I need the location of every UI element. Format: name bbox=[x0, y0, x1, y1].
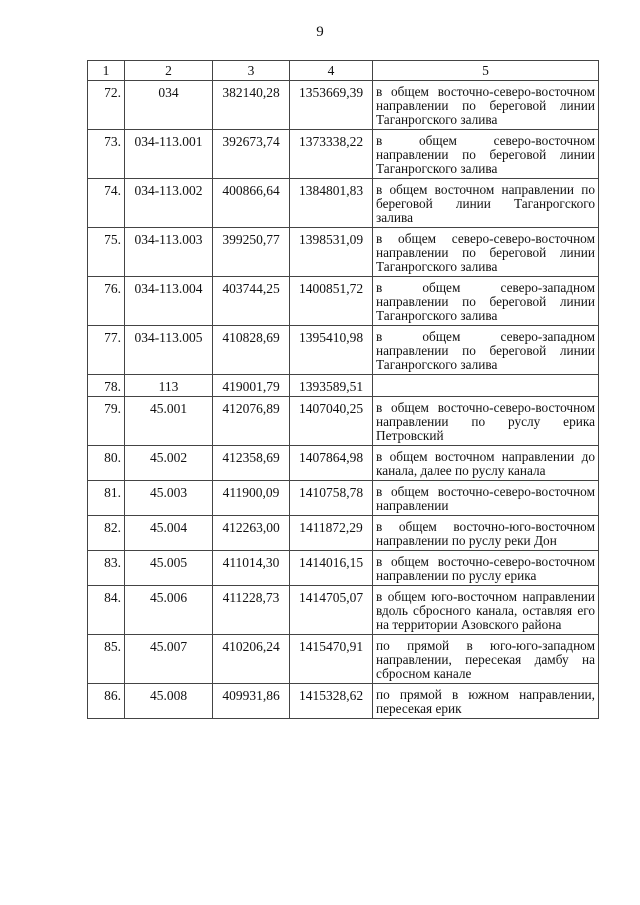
direction-description: в общем восточном направлении по береговой линии Таганрогского залива bbox=[373, 179, 599, 228]
point-id: 034 bbox=[125, 81, 213, 130]
direction-description: в общем северо-западном направлении по береговой линии Таганрогского залива bbox=[373, 326, 599, 375]
point-id: 45.005 bbox=[125, 551, 213, 586]
table-row bbox=[88, 684, 599, 719]
point-id: 113 bbox=[125, 375, 213, 397]
point-id: 45.004 bbox=[125, 516, 213, 551]
direction-description: в общем северо-западном направлении по береговой линии Таганрогского залива bbox=[373, 277, 599, 326]
row-number: 76. bbox=[88, 277, 125, 326]
table-row bbox=[88, 635, 599, 684]
boundary-coordinates-table bbox=[87, 60, 599, 719]
row-number: 85. bbox=[88, 635, 125, 684]
x-coordinate: 419001,79 bbox=[213, 375, 290, 397]
x-coordinate: 410206,24 bbox=[213, 635, 290, 684]
direction-description: в общем северо-северо-восточном направлении по береговой линии Таганрогского залива bbox=[373, 228, 599, 277]
row-number: 84. bbox=[88, 586, 125, 635]
x-coordinate: 409931,86 bbox=[213, 684, 290, 719]
x-coordinate: 411014,30 bbox=[213, 551, 290, 586]
x-coordinate: 412358,69 bbox=[213, 446, 290, 481]
y-coordinate: 1395410,98 bbox=[290, 326, 373, 375]
y-coordinate: 1415328,62 bbox=[290, 684, 373, 719]
y-coordinate: 1410758,78 bbox=[290, 481, 373, 516]
header-row bbox=[88, 61, 599, 81]
row-number: 81. bbox=[88, 481, 125, 516]
point-id: 034-113.002 bbox=[125, 179, 213, 228]
table-row bbox=[88, 481, 599, 516]
x-coordinate: 412076,89 bbox=[213, 397, 290, 446]
y-coordinate: 1411872,29 bbox=[290, 516, 373, 551]
x-coordinate: 392673,74 bbox=[213, 130, 290, 179]
table-row bbox=[88, 130, 599, 179]
row-number: 73. bbox=[88, 130, 125, 179]
direction-description: в общем восточно-северо-восточном направлении по руслу ерика Петровский bbox=[373, 397, 599, 446]
table-row bbox=[88, 586, 599, 635]
point-id: 45.003 bbox=[125, 481, 213, 516]
x-coordinate: 399250,77 bbox=[213, 228, 290, 277]
direction-description: в общем восточно-северо-восточном направлении по береговой линии Таганрогского залива bbox=[373, 81, 599, 130]
row-number: 82. bbox=[88, 516, 125, 551]
row-number: 78. bbox=[88, 375, 125, 397]
table-row bbox=[88, 375, 599, 397]
x-coordinate: 403744,25 bbox=[213, 277, 290, 326]
y-coordinate: 1393589,51 bbox=[290, 375, 373, 397]
direction-description bbox=[373, 375, 599, 397]
table-row bbox=[88, 277, 599, 326]
y-coordinate: 1384801,83 bbox=[290, 179, 373, 228]
point-id: 45.007 bbox=[125, 635, 213, 684]
table-row bbox=[88, 516, 599, 551]
row-number: 80. bbox=[88, 446, 125, 481]
header-col-4: 4 bbox=[290, 61, 373, 81]
point-id: 45.001 bbox=[125, 397, 213, 446]
point-id: 034-113.001 bbox=[125, 130, 213, 179]
y-coordinate: 1400851,72 bbox=[290, 277, 373, 326]
header-col-2: 2 bbox=[125, 61, 213, 81]
row-number: 72. bbox=[88, 81, 125, 130]
point-id: 45.008 bbox=[125, 684, 213, 719]
x-coordinate: 412263,00 bbox=[213, 516, 290, 551]
table-row bbox=[88, 326, 599, 375]
direction-description: по прямой в юго-юго-западном направлении, пересекая дамбу на сбросном канале bbox=[373, 635, 599, 684]
y-coordinate: 1373338,22 bbox=[290, 130, 373, 179]
row-number: 77. bbox=[88, 326, 125, 375]
x-coordinate: 410828,69 bbox=[213, 326, 290, 375]
row-number: 74. bbox=[88, 179, 125, 228]
direction-description: в общем восточно-северо-восточном направлении bbox=[373, 481, 599, 516]
y-coordinate: 1414016,15 bbox=[290, 551, 373, 586]
row-number: 75. bbox=[88, 228, 125, 277]
direction-description: по прямой в южном направлении, пересекая ерик bbox=[373, 684, 599, 719]
table-row bbox=[88, 446, 599, 481]
table-row bbox=[88, 81, 599, 130]
table-row bbox=[88, 397, 599, 446]
x-coordinate: 411228,73 bbox=[213, 586, 290, 635]
y-coordinate: 1407040,25 bbox=[290, 397, 373, 446]
y-coordinate: 1398531,09 bbox=[290, 228, 373, 277]
header-col-5: 5 bbox=[373, 61, 599, 81]
point-id: 034-113.004 bbox=[125, 277, 213, 326]
x-coordinate: 382140,28 bbox=[213, 81, 290, 130]
y-coordinate: 1353669,39 bbox=[290, 81, 373, 130]
table-row bbox=[88, 551, 599, 586]
direction-description: в общем восточно-северо-восточном направлении по руслу ерика bbox=[373, 551, 599, 586]
point-id: 45.002 bbox=[125, 446, 213, 481]
direction-description: в общем восточном направлении до канала, далее по руслу канала bbox=[373, 446, 599, 481]
point-id: 034-113.005 bbox=[125, 326, 213, 375]
table-body bbox=[88, 81, 599, 719]
point-id: 034-113.003 bbox=[125, 228, 213, 277]
y-coordinate: 1407864,98 bbox=[290, 446, 373, 481]
x-coordinate: 400866,64 bbox=[213, 179, 290, 228]
y-coordinate: 1415470,91 bbox=[290, 635, 373, 684]
header-col-1: 1 bbox=[88, 61, 125, 81]
table-row bbox=[88, 179, 599, 228]
x-coordinate: 411900,09 bbox=[213, 481, 290, 516]
header-col-3: 3 bbox=[213, 61, 290, 81]
point-id: 45.006 bbox=[125, 586, 213, 635]
y-coordinate: 1414705,07 bbox=[290, 586, 373, 635]
direction-description: в общем северо-восточном направлении по береговой линии Таганрогского залива bbox=[373, 130, 599, 179]
direction-description: в общем юго-восточном направлении вдоль сбросного канала, оставляя его на территории Азовского района bbox=[373, 586, 599, 635]
row-number: 86. bbox=[88, 684, 125, 719]
row-number: 83. bbox=[88, 551, 125, 586]
row-number: 79. bbox=[88, 397, 125, 446]
table-row bbox=[88, 228, 599, 277]
direction-description: в общем восточно-юго-восточном направлении по руслу реки Дон bbox=[373, 516, 599, 551]
page-number: 9 bbox=[316, 24, 324, 40]
